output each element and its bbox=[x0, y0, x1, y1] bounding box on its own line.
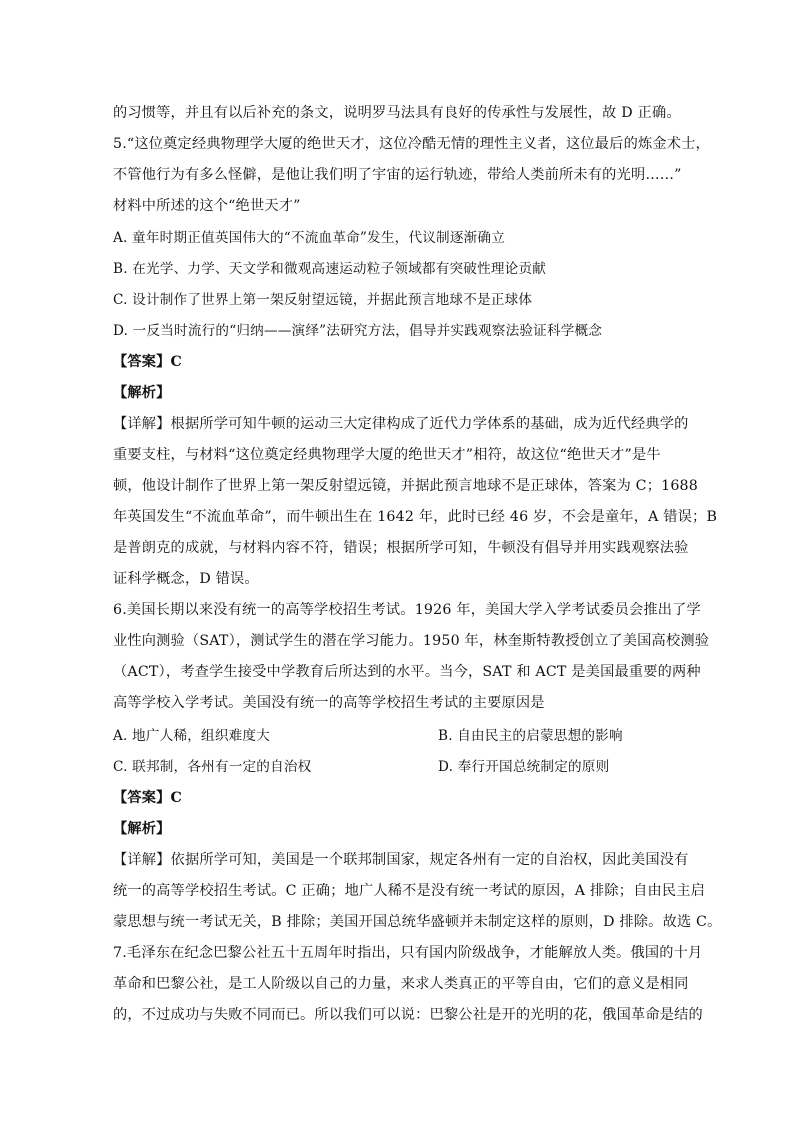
text-line: 材料中所述的这个“绝世天才” bbox=[113, 198, 301, 214]
explanation-line: 蒙思想与统一考试无关，B 排除；美国开国总统华盛顿并未制定这样的原则，D 排除。故选 C。 bbox=[113, 914, 722, 930]
option-c: C. 设计制作了世界上第一架反射望远镜，并据此预言地球不是正球体 bbox=[113, 292, 533, 308]
explanation-line: 重要支柱，与材料“这位奠定经典物理学大厦的绝世天才”相符，故这位“绝世天才”是牛 bbox=[113, 447, 661, 463]
explanation-line: 【详解】依据所学可知，美国是一个联邦制国家，规定各州有一定的自治权，因此美国没有 bbox=[113, 852, 689, 868]
analysis-label: 【解析】 bbox=[113, 821, 171, 837]
explanation-line: 【详解】根据所学可知牛顿的运动三大定律构成了近代力学体系的基础，成为近代经典学的 bbox=[113, 416, 689, 432]
explanation-line: 是普朗克的成就，与材料内容不符，错误；根据所学可知，牛顿没有倡导并用实践观察法验 bbox=[113, 540, 689, 556]
analysis-label: 【解析】 bbox=[113, 385, 171, 401]
option-a: A. 童年时期正值英国伟大的“不流血革命”发生，代议制逐渐确立 bbox=[113, 230, 505, 246]
answer-label: 【答案】C bbox=[113, 790, 183, 806]
text-line: 革命和巴黎公社，是工人阶级以自己的力量，来求人类真正的平等自由，它们的意义是相同 bbox=[113, 976, 689, 992]
option-d: D. 一反当时流行的“归纳——演绎”法研究方法，倡导并实践观察法验证科学概念 bbox=[113, 323, 603, 339]
text-line: 的，不过成功与失败不同而已。所以我们可以说：巴黎公社是开的光明的花，俄国革命是结的 bbox=[113, 1007, 703, 1023]
text-line: 的习惯等，并且有以后补充的条文，说明罗马法具有良好的传承性与发展性，故 D 正确。 bbox=[113, 105, 681, 121]
explanation-line: 年英国发生“不流血革命”，而牛顿出生在 1642 年，此时已经 46 岁，不会是童年，A 错误；B bbox=[113, 509, 718, 525]
explanation-line: 证科学概念，D 错误。 bbox=[113, 571, 259, 587]
text-line: （ACT），考查学生接受中学教育后所达到的水平。当今，SAT 和 ACT 是美国最重要的两种 bbox=[113, 664, 701, 680]
question-6-stem: 6.美国长期以来没有统一的高等学校招生考试。1926 年，美国大学入学考试委员会推出了学 bbox=[113, 602, 701, 618]
question-5-stem: 5.“这位奠定经典物理学大厦的绝世天才，这位冷酷无情的理性主义者，这位最后的炼金术士， bbox=[113, 136, 710, 152]
text-line: 不管他行为有多么怪僻，是他让我们明了宇宙的运行轨迹，带给人类前所未有的光明……” bbox=[113, 167, 682, 183]
q6-option-b: B. 自由民主的启蒙思想的影响 bbox=[438, 728, 623, 744]
q6-option-d: D. 奉行开国总统制定的原则 bbox=[438, 759, 610, 775]
explanation-line: 统一的高等学校招生考试。C 正确；地广人稀不是没有统一考试的原因，A 排除；自由民主启 bbox=[113, 883, 706, 899]
q6-option-c: C. 联邦制，各州有一定的自治权 bbox=[113, 759, 312, 775]
option-b: B. 在光学、力学、天文学和微观高速运动粒子领域都有突破性理论贡献 bbox=[113, 261, 547, 277]
question-7-stem: 7.毛泽东在纪念巴黎公社五十五周年时指出，只有国内阶级战争，才能解放人类。俄国的十月 bbox=[113, 945, 703, 961]
text-line: 高等学校入学考试。美国没有统一的高等学校招生考试的主要原因是 bbox=[113, 695, 545, 711]
answer-label: 【答案】C bbox=[113, 354, 183, 370]
text-line: 业性向测验（SAT），测试学生的潜在学习能力。1950 年，林奎斯特教授创立了美国高校测验 bbox=[113, 633, 710, 649]
explanation-line: 顿，他设计制作了世界上第一架反射望远镜，并据此预言地球不是正球体，答案为 C；1688 bbox=[113, 478, 699, 494]
q6-option-a: A. 地广人稀，组织难度大 bbox=[113, 728, 270, 744]
